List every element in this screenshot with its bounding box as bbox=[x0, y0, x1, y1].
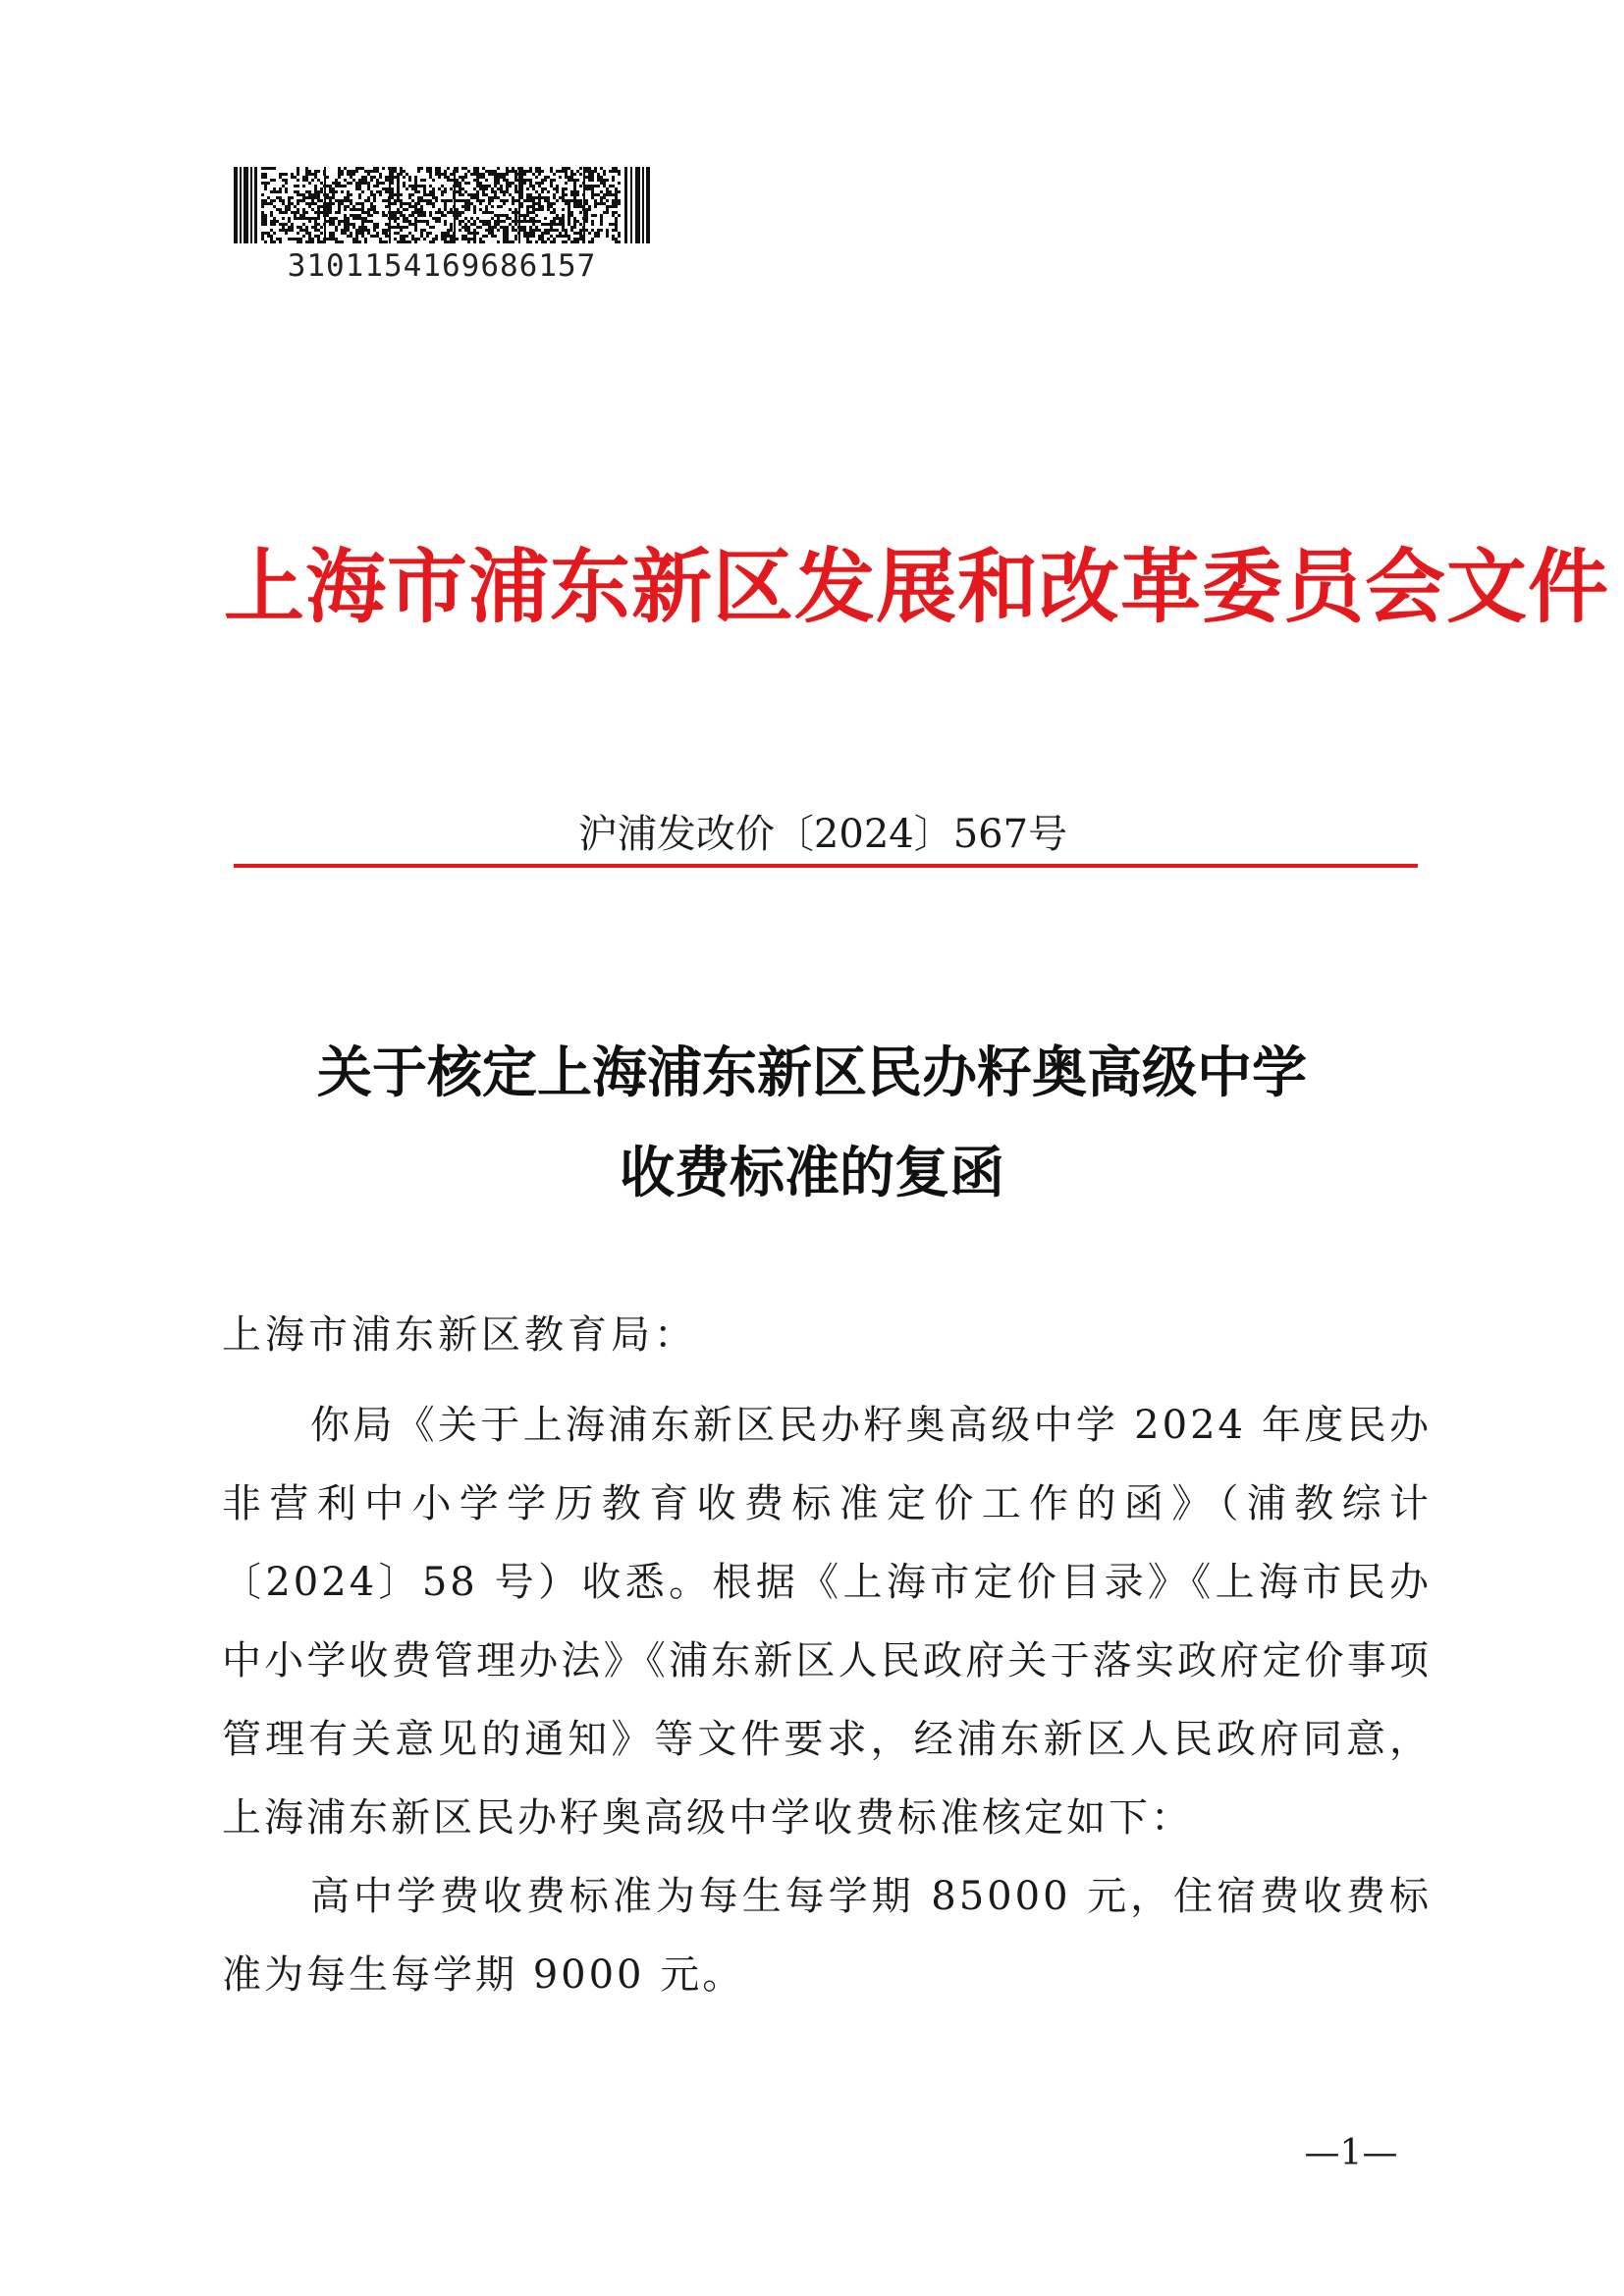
red-divider-rule bbox=[234, 864, 1418, 868]
barcode-number: 3101154169686157 bbox=[287, 248, 597, 284]
document-title-line-2: 收费标准的复函 bbox=[620, 1141, 1004, 1205]
issuer-title: 上海市浦东新区发展和改革委员会文件 bbox=[224, 540, 1610, 634]
addressee: 上海市浦东新区教育局： bbox=[222, 1312, 697, 1358]
body-paragraph-2: 高中学费收费标准为每生每学期 85000 元，住宿费收费标准为每生每学期 9000 元。 bbox=[222, 1874, 1432, 1998]
body-paragraph-1: 你局《关于上海浦东新区民办籽奥高级中学 2024 年度民办非营利中小学学历教育收费标准定价工作的函》（浦教综计〔2024〕58 号）收悉。根据《上海市定价目录》《上海市民办中小学收费管理办法》《浦东新区人民政府关于落实政府定价事项管理有关意见的通知》等文件要求，经浦东新区人民政府同意，上海浦东新区民办籽奥高级中学收费标准核定如下： bbox=[222, 1403, 1432, 1841]
barcode-icon bbox=[234, 167, 650, 243]
document-title-line-1: 关于核定上海浦东新区民办籽奥高级中学 bbox=[317, 1041, 1307, 1105]
document-number: 沪浦发改价〔2024〕567号 bbox=[577, 812, 1068, 857]
barcode-block bbox=[234, 167, 650, 284]
document-title bbox=[196, 1023, 1428, 1223]
page-number: —1— bbox=[1304, 2133, 1398, 2173]
